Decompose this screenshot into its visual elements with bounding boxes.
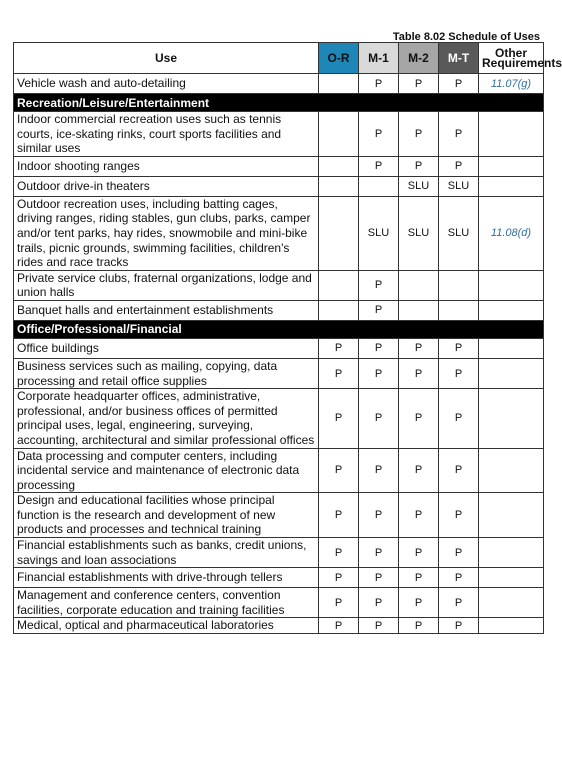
m-2-cell: SLU xyxy=(399,176,439,196)
o-r-cell xyxy=(319,156,359,176)
o-r-cell: P xyxy=(319,338,359,358)
m-t-cell: P xyxy=(439,538,479,568)
use-cell: Data processing and computer centers, including incidental service and maintenance of electronic data processing xyxy=(14,448,319,493)
m-t-cell: P xyxy=(439,493,479,538)
table-row xyxy=(14,338,544,358)
use-cell: Office buildings xyxy=(14,338,319,358)
other-requirements-cell xyxy=(479,358,544,388)
other-requirements-cell xyxy=(479,300,544,320)
use-cell: Outdoor recreation uses, including batting cages, driving ranges, riding stables, gun clubs, parks, camper and/or tent parks, hay rides, snowmobile and mini-bike trails, picnic grounds, swimming facilities, children's rides and race tracks xyxy=(14,196,319,270)
m-2-cell xyxy=(399,270,439,300)
m-1-cell: P xyxy=(359,389,399,448)
table-row xyxy=(14,538,544,568)
table-row xyxy=(14,196,544,270)
o-r-cell: P xyxy=(319,389,359,448)
m-1-cell: P xyxy=(359,300,399,320)
m-2-cell: P xyxy=(399,493,439,538)
m-t-cell: P xyxy=(439,618,479,634)
o-r-cell xyxy=(319,74,359,94)
m-1-cell: P xyxy=(359,538,399,568)
use-cell: Indoor shooting ranges xyxy=(14,156,319,176)
table-row xyxy=(14,74,544,94)
m-t-cell: P xyxy=(439,74,479,94)
m-t-cell: P xyxy=(439,588,479,618)
other-header-line2: Requirements xyxy=(482,56,562,70)
use-cell: Corporate headquarter offices, administrative, professional, and/or business offices of permitted principal uses, legal, engineering, surveying, accounting, architectural and similar professional offices xyxy=(14,389,319,448)
m-t-cell: P xyxy=(439,389,479,448)
m-t-cell xyxy=(439,300,479,320)
m-t-cell: P xyxy=(439,156,479,176)
m-2-cell: P xyxy=(399,74,439,94)
o-r-cell: P xyxy=(319,493,359,538)
use-cell: Medical, optical and pharmaceutical laboratories xyxy=(14,618,319,634)
table-body xyxy=(14,74,544,634)
m-1-cell: SLU xyxy=(359,196,399,270)
m-2-cell: P xyxy=(399,568,439,588)
o-r-cell xyxy=(319,270,359,300)
m-2-cell: P xyxy=(399,588,439,618)
table-row xyxy=(14,588,544,618)
m-t-cell: SLU xyxy=(439,196,479,270)
other-requirements-cell xyxy=(479,448,544,493)
m-2-cell: P xyxy=(399,389,439,448)
m-t-cell: P xyxy=(439,358,479,388)
m-t-cell: P xyxy=(439,338,479,358)
o-r-cell: P xyxy=(319,358,359,388)
other-requirements-cell xyxy=(479,389,544,448)
use-cell: Financial establishments with drive-through tellers xyxy=(14,568,319,588)
o-r-cell: P xyxy=(319,618,359,634)
o-r-cell: P xyxy=(319,568,359,588)
m-2-cell: P xyxy=(399,156,439,176)
other-requirements-cell xyxy=(479,270,544,300)
section-header-office: Office/Professional/Financial xyxy=(14,320,544,338)
m-t-cell: P xyxy=(439,448,479,493)
table-row xyxy=(14,389,544,448)
o-r-cell xyxy=(319,300,359,320)
use-cell: Management and conference centers, convention facilities, corporate education and training facilities xyxy=(14,588,319,618)
m-2-cell: P xyxy=(399,112,439,157)
table-row xyxy=(14,156,544,176)
table-row xyxy=(14,618,544,634)
other-requirements-cell xyxy=(479,156,544,176)
column-header-o-r: O-R xyxy=(319,43,359,74)
use-cell: Financial establishments such as banks, credit unions, savings and loan associations xyxy=(14,538,319,568)
m-2-cell: P xyxy=(399,338,439,358)
o-r-cell xyxy=(319,196,359,270)
other-requirements-cell xyxy=(479,618,544,634)
m-1-cell: P xyxy=(359,493,399,538)
m-2-cell: P xyxy=(399,618,439,634)
table-caption: Table 8.02 Schedule of Uses xyxy=(392,31,540,43)
m-2-cell: P xyxy=(399,538,439,568)
o-r-cell: P xyxy=(319,538,359,568)
other-requirements-link[interactable]: 11.08(d) xyxy=(479,196,544,270)
m-1-cell: P xyxy=(359,156,399,176)
other-requirements-link[interactable]: 11.07(g) xyxy=(479,74,544,94)
other-requirements-cell xyxy=(479,588,544,618)
m-2-cell: SLU xyxy=(399,196,439,270)
column-header-use: Use xyxy=(14,43,319,74)
other-requirements-cell xyxy=(479,538,544,568)
m-2-cell: P xyxy=(399,358,439,388)
m-2-cell xyxy=(399,300,439,320)
use-cell: Indoor commercial recreation uses such as tennis courts, ice-skating rinks, court sports facilities and similar uses xyxy=(14,112,319,157)
m-1-cell: P xyxy=(359,618,399,634)
table-row xyxy=(14,112,544,157)
m-2-cell: P xyxy=(399,448,439,493)
other-requirements-cell xyxy=(479,493,544,538)
m-t-cell xyxy=(439,270,479,300)
header-row xyxy=(14,43,544,74)
use-cell: Business services such as mailing, copying, data processing and retail office supplies xyxy=(14,358,319,388)
o-r-cell: P xyxy=(319,448,359,493)
use-cell: Outdoor drive-in theaters xyxy=(14,176,319,196)
schedule-of-uses-table xyxy=(13,42,562,634)
m-1-cell: P xyxy=(359,112,399,157)
o-r-cell: P xyxy=(319,588,359,618)
table-row xyxy=(14,568,544,588)
m-1-cell: P xyxy=(359,74,399,94)
table-row xyxy=(14,300,544,320)
m-1-cell: P xyxy=(359,568,399,588)
table-row xyxy=(14,493,544,538)
m-t-cell: P xyxy=(439,568,479,588)
column-header-m-t: M-T xyxy=(439,43,479,74)
use-cell: Banquet halls and entertainment establishments xyxy=(14,300,319,320)
column-header-other-requirements xyxy=(479,43,562,74)
other-requirements-cell xyxy=(479,568,544,588)
other-requirements-cell xyxy=(479,176,544,196)
other-requirements-cell xyxy=(479,112,544,157)
m-1-cell: P xyxy=(359,338,399,358)
m-1-cell: P xyxy=(359,448,399,493)
table-row xyxy=(14,358,544,388)
m-1-cell xyxy=(359,176,399,196)
use-cell: Design and educational facilities whose principal function is the research and development of new products and processes and technical training xyxy=(14,493,319,538)
other-header-line1: Other xyxy=(494,46,527,60)
m-t-cell: SLU xyxy=(439,176,479,196)
m-t-cell: P xyxy=(439,112,479,157)
m-1-cell: P xyxy=(359,358,399,388)
table-row xyxy=(14,448,544,493)
m-1-cell: P xyxy=(359,270,399,300)
table-row xyxy=(14,176,544,196)
column-header-m-1: M-1 xyxy=(359,43,399,74)
m-1-cell: P xyxy=(359,588,399,618)
section-header-recreation: Recreation/Leisure/Entertainment xyxy=(14,94,544,112)
o-r-cell xyxy=(319,176,359,196)
section-header-row xyxy=(14,94,544,112)
section-header-row xyxy=(14,320,544,338)
use-cell: Vehicle wash and auto-detailing xyxy=(14,74,319,94)
table-row xyxy=(14,270,544,300)
column-header-m-2: M-2 xyxy=(399,43,439,74)
use-cell: Private service clubs, fraternal organizations, lodge and union halls xyxy=(14,270,319,300)
o-r-cell xyxy=(319,112,359,157)
other-requirements-cell xyxy=(479,338,544,358)
